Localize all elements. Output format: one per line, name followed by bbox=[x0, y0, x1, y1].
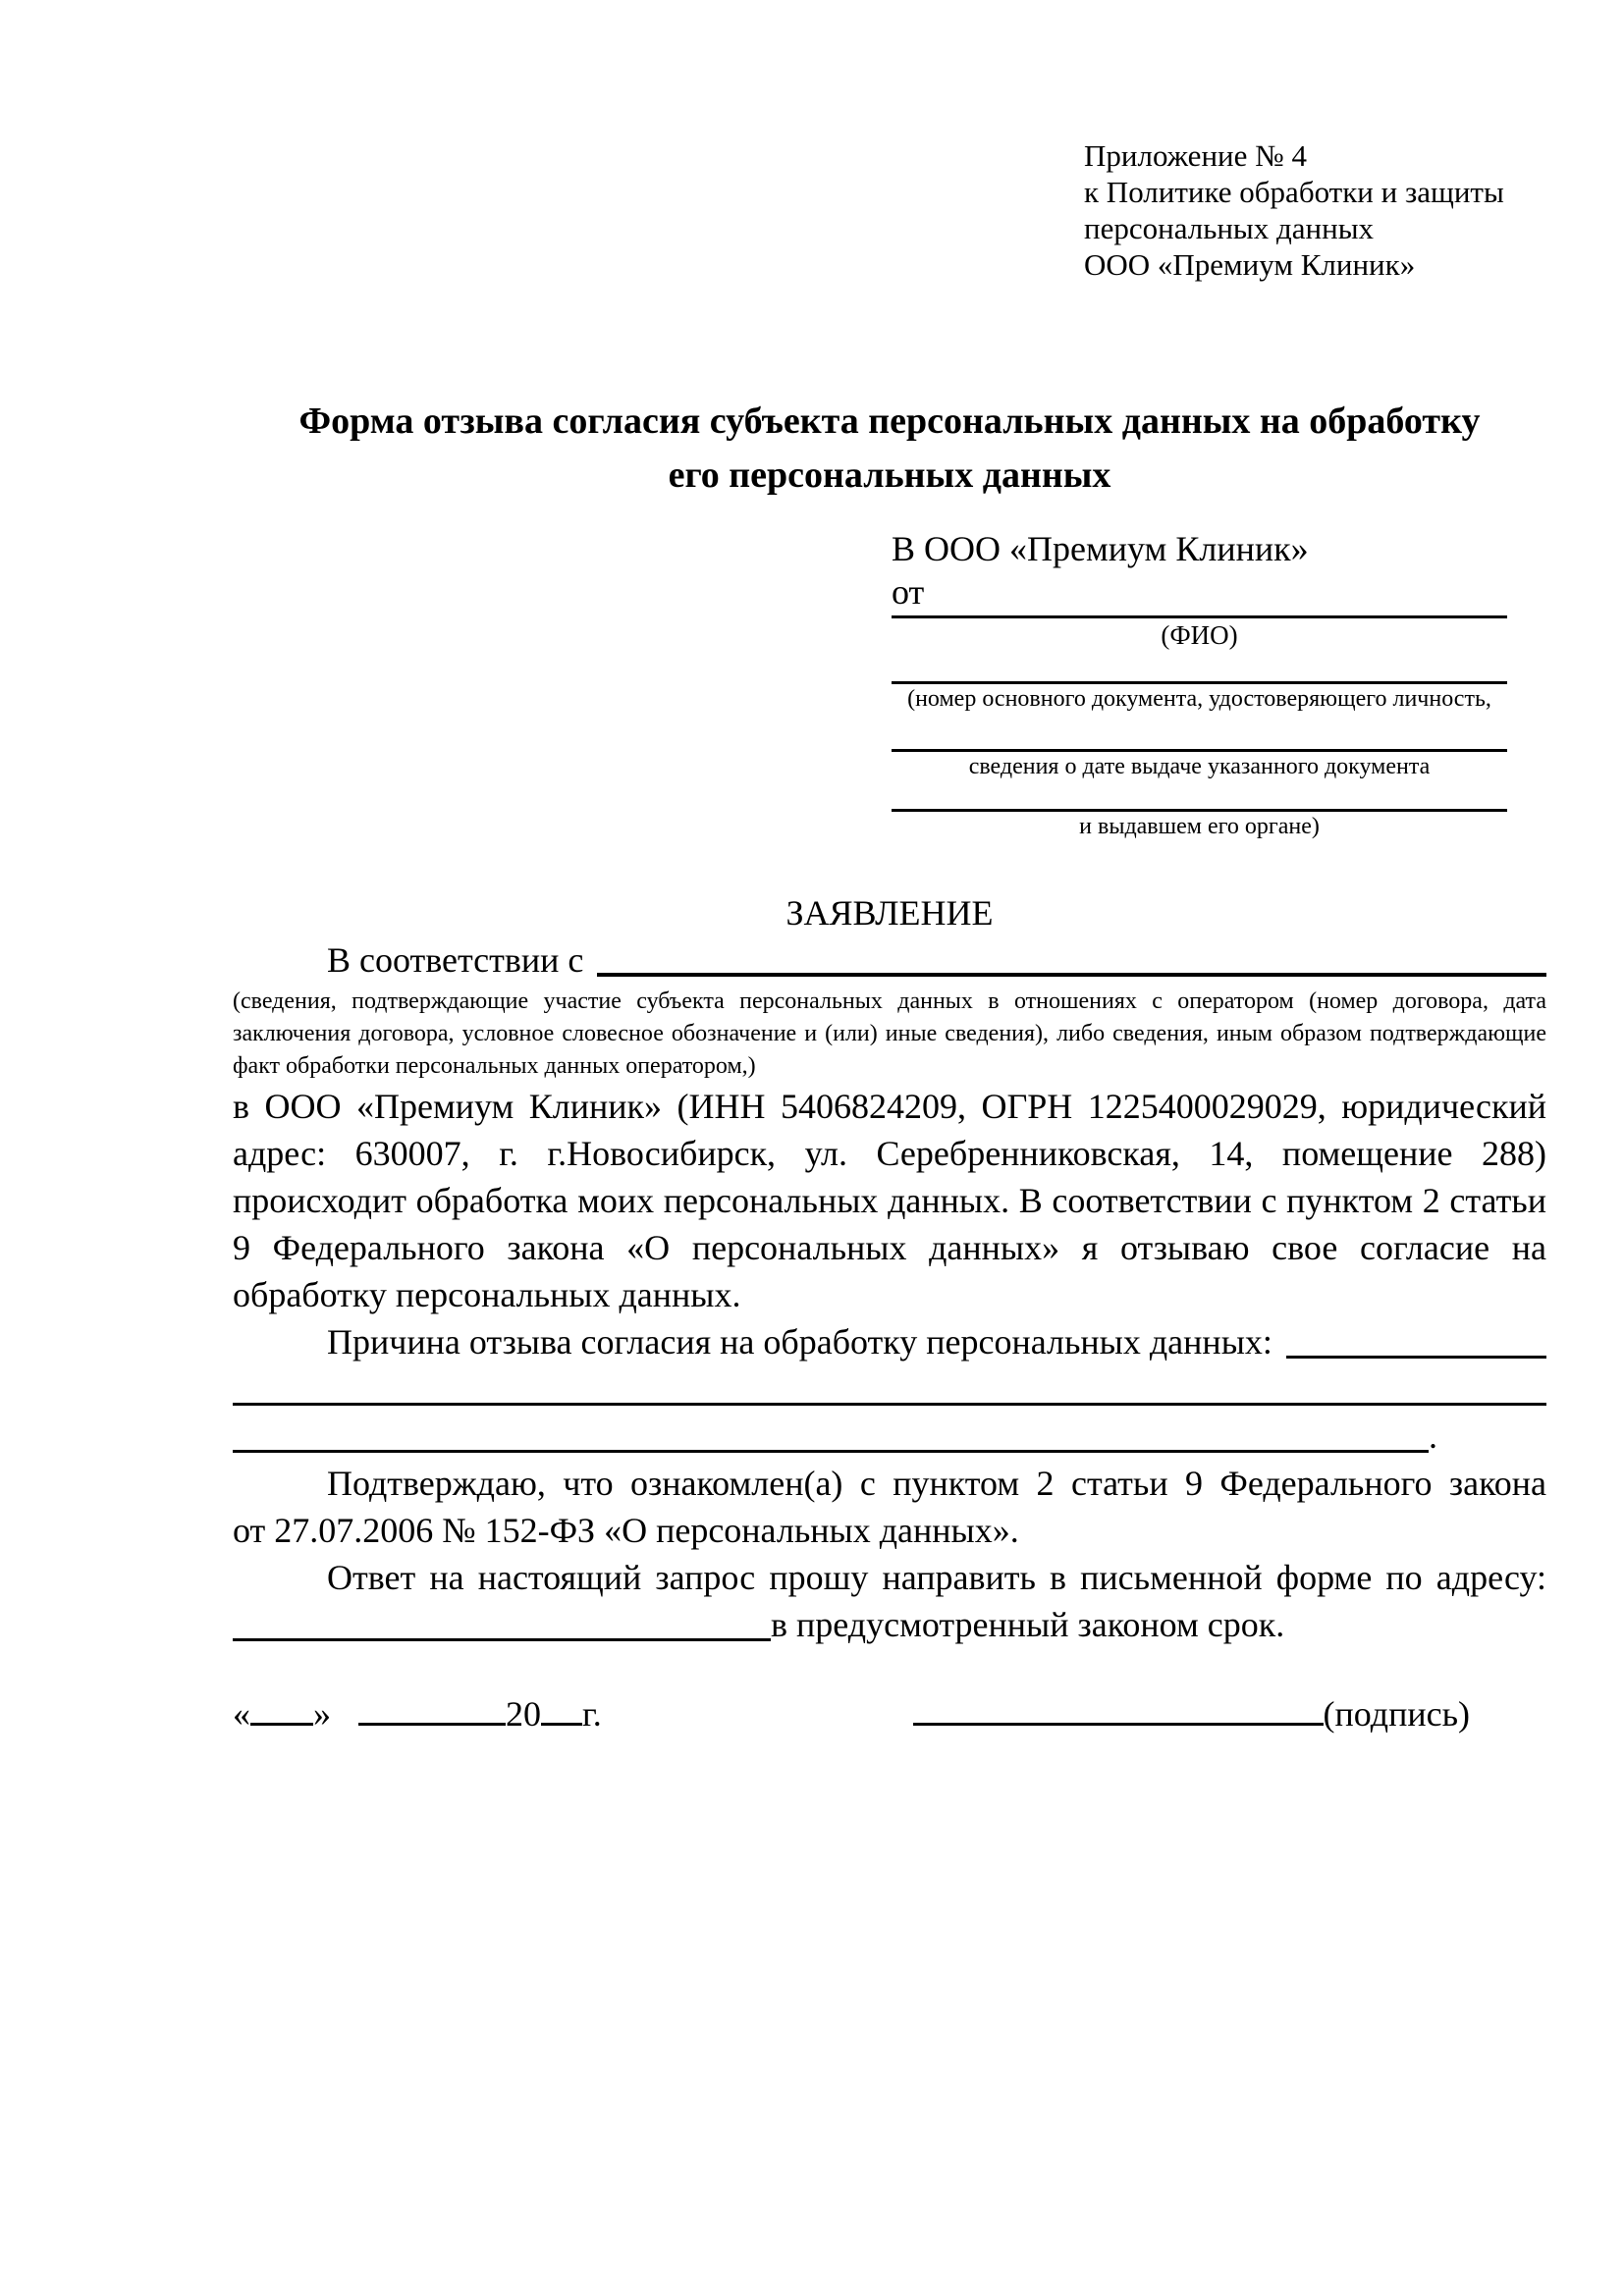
reply-suffix: в предусмотренный законом срок. bbox=[771, 1605, 1285, 1644]
reply-line-1: Ответ на настоящий запрос прошу направить в письменной форме по адресу: bbox=[327, 1558, 1546, 1597]
addressee-block bbox=[892, 527, 1507, 841]
annex-line: ООО «Премиум Клиник» bbox=[1084, 247, 1416, 282]
date-signature-row bbox=[233, 1687, 1546, 1737]
reason-prefix: Причина отзыва согласия на обработку персональных данных: bbox=[327, 1322, 1272, 1362]
reply-row bbox=[233, 1601, 1546, 1648]
reason-fill-line[interactable] bbox=[1286, 1318, 1546, 1359]
date-quote-close: » bbox=[313, 1694, 331, 1734]
confirm-line-2: от 27.07.2006 № 152-ФЗ «О персональных данных». bbox=[233, 1511, 1019, 1550]
paragraph-indent bbox=[233, 936, 327, 984]
annex-line: Приложение № 4 bbox=[1084, 138, 1307, 173]
date-year-suffix: г. bbox=[582, 1694, 602, 1734]
annex-block bbox=[1084, 137, 1504, 283]
date-block bbox=[233, 1687, 602, 1737]
doc-caption-1: (номер основного документа, удостоверяющего личность, bbox=[907, 686, 1491, 712]
date-day-blank[interactable] bbox=[250, 1687, 313, 1726]
signature-block bbox=[913, 1687, 1546, 1737]
intro-row bbox=[233, 936, 1546, 984]
paragraph-indent bbox=[233, 1318, 327, 1365]
statement-section bbox=[233, 889, 1546, 1737]
doc-caption-3: и выдавшем его органе) bbox=[1079, 814, 1320, 839]
reason-row bbox=[233, 1318, 1546, 1365]
blank-line-2-period: . bbox=[1429, 1416, 1437, 1456]
form-title-line: его персональных данных bbox=[668, 454, 1111, 496]
signature-line[interactable] bbox=[913, 1687, 1324, 1726]
confirm-line-1: Подтверждаю, что ознакомлен(а) с пунктом 2 статьи 9 Федерального закона bbox=[327, 1464, 1546, 1503]
addressee-from-label: от bbox=[892, 572, 925, 612]
reason-gap bbox=[1272, 1318, 1286, 1365]
date-month-blank[interactable] bbox=[358, 1687, 506, 1726]
intro-prefix: В соответствии с bbox=[327, 940, 584, 980]
blank-line-row bbox=[233, 1365, 1546, 1413]
form-title-line: Форма отзыва согласия субъекта персональных данных на обработку bbox=[298, 400, 1481, 442]
addressee-to: В ООО «Премиум Клиник» bbox=[892, 529, 1309, 568]
date-quote-open: « bbox=[233, 1694, 250, 1734]
reply-address-line[interactable] bbox=[233, 1601, 771, 1641]
blank-line-1[interactable] bbox=[233, 1365, 1546, 1406]
doc-caption-2: сведения о дате выдаче указанного документа bbox=[968, 754, 1431, 779]
annex-line: персональных данных bbox=[1084, 211, 1375, 245]
statement-heading: ЗАЯВЛЕНИЕ bbox=[785, 893, 994, 933]
body-paragraph: в ООО «Премиум Клиник» (ИНН 5406824209, ОГРН 1225400029029, юридический адрес: 630007, г. г.Новосибирск, ул. Серебренниковская, 14, помещение 288) происходит обработка моих персональных данных. В соответствии с пунктом 2 статьи 9 Федерального закона «О персональных данных» я отзываю свое согласие на обработку персональных данных. bbox=[233, 1087, 1546, 1314]
small-print-note: (сведения, подтверждающие участие субъекта персональных данных в отношениях с оператором (номер договора, дата заключения договора, условное словесное обозначение и (или) иные сведения), либо сведения, иным образом подтверждающие факт обработки персональных данных оператором,) bbox=[233, 988, 1546, 1079]
signature-caption: (подпись) bbox=[1323, 1694, 1470, 1734]
date-year-blank[interactable] bbox=[541, 1687, 582, 1726]
annex-line: к Политике обработки и защиты bbox=[1084, 175, 1504, 209]
blank-line-row bbox=[233, 1413, 1546, 1460]
blank-line-2[interactable] bbox=[233, 1413, 1429, 1453]
intro-gap bbox=[583, 936, 597, 984]
form-title bbox=[233, 395, 1546, 503]
fio-caption: (ФИО) bbox=[1161, 620, 1238, 650]
date-year-prefix: 20 bbox=[506, 1694, 541, 1734]
intro-fill-line[interactable] bbox=[597, 936, 1546, 977]
